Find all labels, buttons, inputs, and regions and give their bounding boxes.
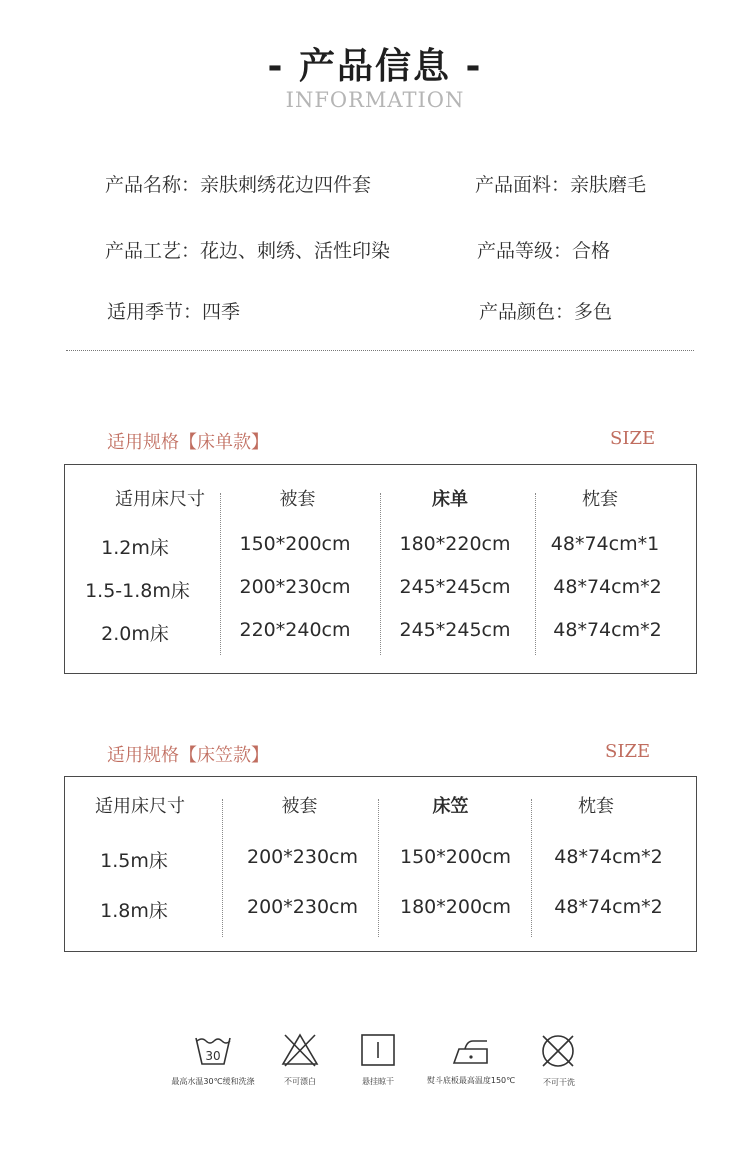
product-craft: 产品工艺：花边、刺绣、活性印染 (105, 240, 391, 262)
cell-duvet-cover: 200*230cm (239, 576, 351, 598)
care-caption: 最高水温30℃缓和洗涤 (171, 1077, 255, 1086)
cell-sheet: 245*245cm (399, 576, 511, 598)
wash-30-icon (194, 1032, 232, 1068)
cell-bed-size: 2.0m床 (101, 623, 169, 645)
cell-duvet-cover: 150*200cm (239, 533, 351, 555)
cell-pillowcase: 48*74cm*2 (554, 846, 663, 868)
no-dry-clean-icon (539, 1032, 577, 1070)
product-fabric: 产品面料：亲肤磨毛 (475, 174, 647, 196)
wash-temp-label: 30 (205, 1049, 221, 1063)
page-subtitle: INFORMATION (285, 88, 465, 112)
care-caption: 熨斗底板最高温度150℃ (426, 1076, 516, 1085)
cell-bed-size: 1.8m床 (100, 900, 168, 922)
header-pillowcase: 枕套 (578, 796, 614, 817)
iron-icon (451, 1036, 491, 1066)
section2-size-label: SIZE (605, 741, 651, 762)
care-caption: 悬挂晾干 (362, 1077, 394, 1086)
cell-duvet-cover: 200*230cm (247, 896, 358, 918)
product-grade: 产品等级：合格 (477, 240, 611, 262)
product-color: 产品颜色：多色 (479, 301, 613, 323)
header-bed-size: 适用床尺寸 (95, 796, 185, 817)
cell-pillowcase: 48*74cm*2 (553, 576, 662, 598)
size-table-fitted (64, 776, 697, 952)
cell-duvet-cover: 220*240cm (239, 619, 351, 641)
care-caption: 不可干洗 (543, 1078, 575, 1087)
cell-pillowcase: 48*74cm*2 (554, 896, 663, 918)
product-name: 产品名称：亲肤刺绣花边四件套 (105, 174, 372, 196)
section2-title: 适用规格【床笠款】 (107, 745, 269, 766)
cell-sheet: 245*245cm (399, 619, 511, 641)
header-sheet: 床单 (432, 489, 468, 510)
cell-duvet-cover: 200*230cm (247, 846, 358, 868)
cell-fitted-sheet: 180*200cm (400, 896, 511, 918)
size-table-sheet (64, 464, 697, 674)
column-divider (222, 799, 223, 937)
cell-pillowcase: 48*74cm*2 (553, 619, 662, 641)
section1-size-label: SIZE (610, 428, 656, 449)
cell-sheet: 180*220cm (399, 533, 511, 555)
care-caption: 不可漂白 (284, 1077, 316, 1086)
cell-bed-size: 1.2m床 (101, 537, 169, 559)
header-bed-size: 适用床尺寸 (115, 489, 205, 510)
care-instructions (0, 1028, 750, 1098)
header-duvet-cover: 被套 (279, 489, 316, 510)
product-season: 适用季节：四季 (107, 301, 241, 323)
hang-dry-icon (360, 1033, 396, 1067)
section1-title: 适用规格【床单款】 (107, 432, 269, 453)
page-title: - 产品信息 - (267, 46, 483, 87)
divider (66, 350, 694, 351)
header-duvet-cover: 被套 (281, 796, 318, 817)
cell-pillowcase: 48*74cm*1 (550, 533, 660, 555)
cell-bed-size: 1.5-1.8m床 (85, 580, 190, 602)
cell-bed-size: 1.5m床 (100, 850, 168, 872)
no-bleach-icon (281, 1032, 319, 1068)
header-pillowcase: 枕套 (582, 489, 618, 510)
header-fitted-sheet: 床笠 (432, 796, 469, 817)
cell-fitted-sheet: 150*200cm (400, 846, 511, 868)
